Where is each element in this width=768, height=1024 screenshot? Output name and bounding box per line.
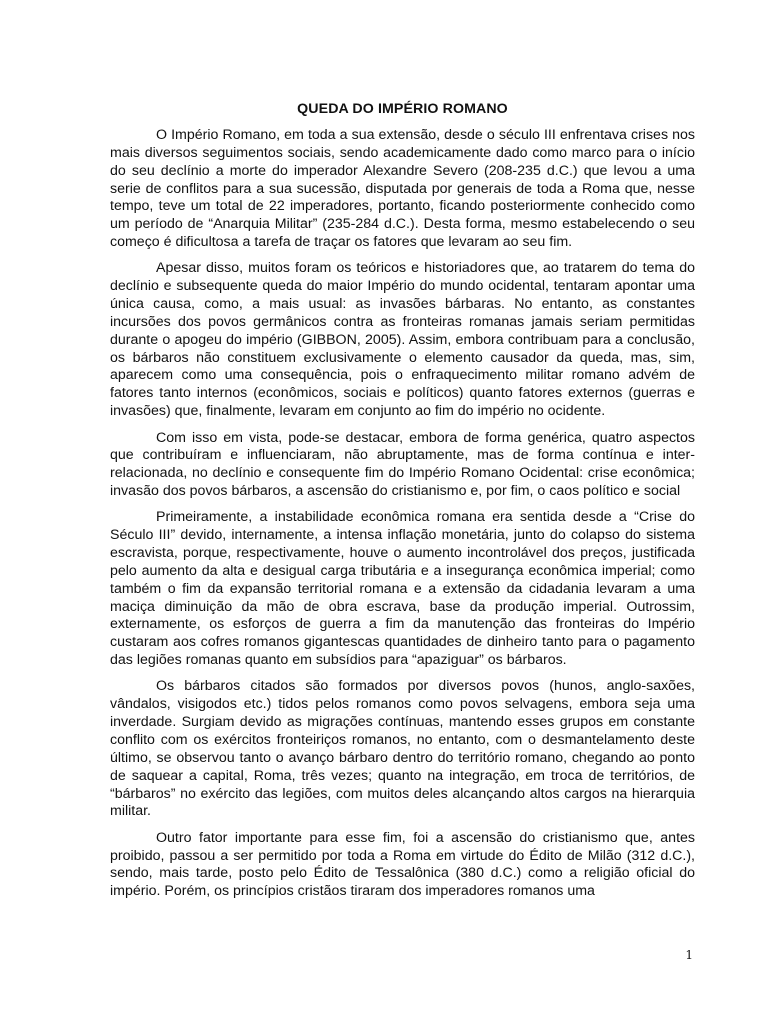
- paragraph-5: Os bárbaros citados são formados por diversos povos (hunos, anglo-saxões, vândalos, visigodos etc.) tidos pelos romanos como povos selvagens, embora seja uma inverdade. Surgiam devido as migrações contínuas, mantendo esses grupos em constante conflito com os exércitos fronteiriços romanos, no entanto, com o desmantelamento deste último, se observou tanto o avanço bárbaro dentro do território romano, chegando ao ponto de saquear a capital, Roma, três vezes; quanto na integração, em troca de territórios, de “bárbaros” no exército das legiões, com muitos deles alcançando altos cargos na hierarquia militar.: [110, 678, 695, 820]
- paragraph-4: Primeiramente, a instabilidade econômica romana era sentida desde a “Crise do Século III” devido, internamente, a intensa inflação monetária, junto do colapso do sistema escravista, porque, respectivamente, houve o aumento incontrolável dos preços, justificada pelo aumento da alta e desigual carga tributária e a insegurança econômica imperial; como também o fim da expansão territorial romana e a extensão da cidadania levaram a uma maciça diminuição da mão de obra escrava, base da produção imperial. Outrossim, externamente, os esforços de guerra a fim da manutenção das fronteiras do Império custaram aos cofres romanos gigantescas quantidades de dinheiro tanto para o pagamento das legiões romanas quanto em subsídios para “apaziguar” os bárbaros.: [110, 509, 695, 669]
- document-body: [110, 100, 695, 910]
- page-number: 1: [685, 948, 693, 962]
- paragraph-3: Com isso em vista, pode-se destacar, embora de forma genérica, quatro aspectos que contribuíram e influenciaram, não abruptamente, mas de forma contínua e inter-relacionada, no declínio e consequente fim do Império Romano Ocidental: crise econômica; invasão dos povos bárbaros, a ascensão do cristianismo e, por fim, o caos político e social: [110, 429, 695, 500]
- paragraph-2: Apesar disso, muitos foram os teóricos e historiadores que, ao tratarem do tema do declínio e subsequente queda do maior Império do mundo ocidental, tentaram apontar uma única causa, como, a mais usual: as invasões bárbaras. No entanto, as constantes incursões dos povos germânicos contra as fronteiras romanas jamais seriam permitidas durante o apogeu do império (GIBBON, 2005). Assim, embora contribuam para a conclusão, os bárbaros não constituem exclusivamente o elemento causador da queda, mas, sim, aparecem como uma consequência, pois o enfraquecimento militar romano advém de fatores tanto internos (econômicos, sociais e políticos) quanto fatores externos (guerras e invasões) que, finalmente, levaram em conjunto ao fim do império no ocidente.: [110, 260, 695, 420]
- paragraph-6: Outro fator importante para esse fim, foi a ascensão do cristianismo que, antes proibido, passou a ser permitido por toda a Roma em virtude do Édito de Milão (312 d.C.), sendo, mais tarde, posto pelo Édito de Tessalônica (380 d.C.) como a religião oficial do império. Porém, os princípios cristãos tiraram dos imperadores romanos uma: [110, 829, 695, 900]
- document-title: QUEDA DO IMPÉRIO ROMANO: [297, 101, 508, 117]
- paragraph-1: O Império Romano, em toda a sua extensão, desde o século III enfrentava crises nos mais diversos seguimentos sociais, sendo academicamente dado como marco para o início do seu declínio a morte do imperador Alexandre Severo (208-235 d.C.) que levou a uma serie de conflitos para a sua sucessão, disputada por generais de toda a Roma que, nesse tempo, teve um total de 22 imperadores, portanto, ficando posteriormente conhecido como um período de “Anarquia Militar” (235-284 d.C.). Desta forma, mesmo estabelecendo o seu começo é dificultosa a tarefa de traçar os fatores que levaram ao seu fim.: [110, 127, 695, 251]
